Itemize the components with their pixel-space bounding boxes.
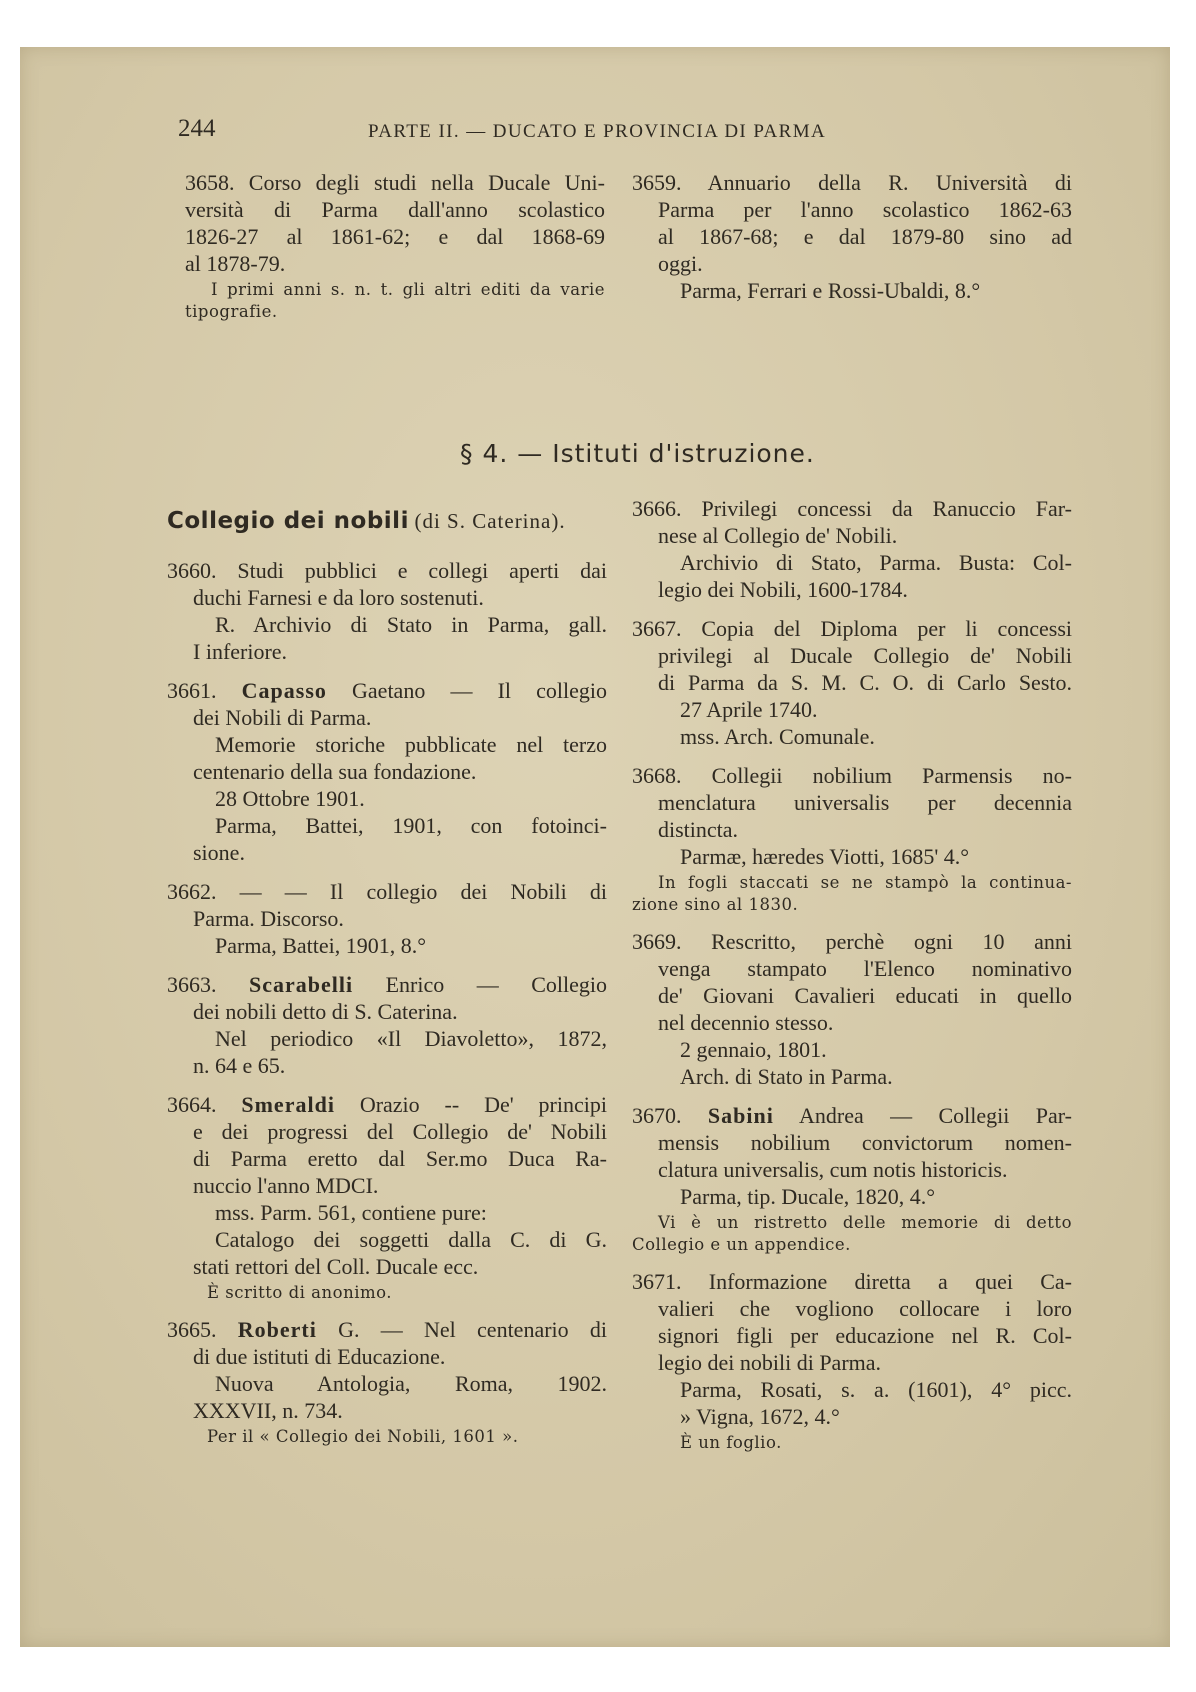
entry-line: 28 Ottobre 1901. <box>215 786 365 811</box>
entry-author: Smeraldi <box>241 1092 335 1117</box>
entry-number: 3661. <box>167 678 217 703</box>
entry-number: 3663. <box>167 972 217 997</box>
entry-line <box>167 1091 607 1118</box>
entry-line: dei Nobili di Parma. <box>193 705 372 730</box>
entry-line: 3666. Privilegi concessi da Ranuccio Far- <box>632 496 1072 521</box>
entry-line: XXXVII, n. 734. <box>193 1398 343 1423</box>
entry-3662 <box>167 878 607 959</box>
right-column <box>632 495 1072 1466</box>
note-line: Collegio e un appendice. <box>632 1235 851 1254</box>
entry-line: signori figli per educazione nel R. Col- <box>658 1323 1072 1348</box>
entry-3665 <box>167 1316 607 1448</box>
entry-line: 3658. Corso degli studi nella Ducale Uni- <box>185 170 605 195</box>
entry-line: di Parma da S. M. C. O. di Carlo Sesto. <box>658 670 1072 695</box>
entry-text: Orazio -- De' principi <box>359 1092 607 1117</box>
entry-3660 <box>167 557 607 665</box>
entry-note: Per il « Collegio dei Nobili, 1601 ». <box>207 1427 519 1446</box>
entry-line: Nel periodico «Il Diavoletto», 1872, <box>215 1026 607 1051</box>
entry-line: di due istituti di Educazione. <box>193 1344 446 1369</box>
entry-line <box>167 677 607 704</box>
running-title: PARTE II. — DUCATO E PROVINCIA DI PARMA <box>368 121 827 142</box>
entry-line: dei nobili detto di S. Caterina. <box>193 999 458 1024</box>
entry-line: Archivio di Stato, Parma. Busta: Col- <box>680 550 1072 575</box>
entry-line: stati rettori del Coll. Ducale ecc. <box>193 1254 479 1279</box>
entry-note <box>632 1212 1072 1256</box>
entry-line: clatura universalis, cum notis historicis. <box>658 1157 1008 1182</box>
entry-line: 2 gennaio, 1801. <box>680 1037 827 1062</box>
note-line: Vi è un ristretto delle memorie di detto <box>658 1213 1072 1232</box>
entry-line: n. 64 e 65. <box>193 1053 286 1078</box>
entry-3661 <box>167 677 607 866</box>
entry-note <box>185 279 605 323</box>
entry-3658 <box>185 169 605 323</box>
entry-line <box>632 1102 1072 1129</box>
entry-line: R. Archivio di Stato in Parma, gall. <box>215 612 607 637</box>
entry-3669 <box>632 928 1072 1090</box>
entry-text: Enrico — Collegio <box>385 972 608 997</box>
entry-line: nese al Collegio de' Nobili. <box>658 523 898 548</box>
entry-3666 <box>632 495 1072 603</box>
entry-line: Parma, tip. Ducale, 1820, 4.° <box>680 1184 936 1209</box>
entry-line: Parma, Rosati, s. a. (1601), 4° picc. <box>680 1377 1072 1402</box>
entry-3664 <box>167 1091 607 1304</box>
entry-line: Nuova Antologia, Roma, 1902. <box>215 1371 607 1396</box>
institution-subtitle: (di S. Caterina). <box>414 509 566 533</box>
entry-line: » Vigna, 1672, 4.° <box>680 1404 840 1429</box>
entry-line: e dei progressi del Collegio de' Nobili <box>193 1119 607 1144</box>
entry-line: Parma, Battei, 1901, con fotoinci- <box>215 813 607 838</box>
entry-line: oggi. <box>658 251 703 276</box>
entry-3663 <box>167 971 607 1079</box>
entry-line: Parmæ, hæredes Viotti, 1685' 4.° <box>680 844 970 869</box>
entry-line: venga stampato l'Elenco nominativo <box>658 956 1072 981</box>
entry-number: 3670. <box>632 1103 682 1128</box>
entry-line: de' Giovani Cavalieri educati in quello <box>658 983 1072 1008</box>
entry-line: centenario della sua fondazione. <box>193 759 477 784</box>
entry-line: 3669. Rescritto, perchè ogni 10 anni <box>632 929 1072 954</box>
entry-line: di Parma eretto dal Ser.mo Duca Ra- <box>193 1146 607 1171</box>
entry-line: Parma. Discorso. <box>193 906 344 931</box>
entry-line: sione. <box>193 840 245 865</box>
scanned-page <box>20 47 1170 1647</box>
entry-3667 <box>632 615 1072 750</box>
entry-line: nuccio l'anno MDCI. <box>193 1173 379 1198</box>
entry-line: 27 Aprile 1740. <box>680 697 818 722</box>
institution-heading <box>167 507 607 535</box>
entry-line: legio dei nobili di Parma. <box>658 1350 882 1375</box>
page-content <box>20 47 1170 1647</box>
entry-line <box>167 1316 607 1343</box>
note-line: tipografie. <box>185 302 278 321</box>
entry-line: al 1878-79. <box>185 251 286 276</box>
entry-line: Parma, Ferrari e Rossi-Ubaldi, 8.° <box>680 278 981 303</box>
entry-line: mss. Parm. 561, contiene pure: <box>215 1200 487 1225</box>
entry-line: mss. Arch. Comunale. <box>680 724 875 749</box>
entry-line: privilegi al Ducale Collegio de' Nobili <box>658 643 1072 668</box>
note-line: I primi anni s. n. t. gli altri editi da varie <box>211 280 605 299</box>
entry-line: legio dei Nobili, 1600-1784. <box>658 577 908 602</box>
note-line: In fogli staccati se ne stampò la continua- <box>658 873 1072 892</box>
entry-line: I inferiore. <box>193 639 288 664</box>
entry-line: 3668. Collegii nobilium Parmensis no- <box>632 763 1072 788</box>
entry-line: 3667. Copia del Diploma per li concessi <box>632 616 1072 641</box>
entry-line: menclatura universalis per decennia <box>658 790 1072 815</box>
entry-line: 3671. Informazione diretta a quei Ca- <box>632 1269 1072 1294</box>
institution-name: Collegio dei nobili <box>167 508 409 534</box>
entry-line: versità di Parma dall'anno scolastico <box>185 197 605 222</box>
entry-line: valieri che vogliono collocare i loro <box>658 1296 1072 1321</box>
entry-text: G. — Nel centenario di <box>338 1317 608 1342</box>
page-number: 244 <box>178 115 216 142</box>
entry-line <box>167 971 607 998</box>
entry-number: 3664. <box>167 1092 217 1117</box>
entry-author: Roberti <box>237 1317 317 1342</box>
entry-author: Scarabelli <box>249 972 354 997</box>
entry-number: 3665. <box>167 1317 217 1342</box>
entry-3659 <box>632 169 1072 304</box>
entry-line: Catalogo dei soggetti dalla C. di G. <box>215 1227 607 1252</box>
entry-author: Sabini <box>707 1103 774 1128</box>
entry-line: Memorie storiche pubblicate nel terzo <box>215 732 607 757</box>
entry-3671 <box>632 1268 1072 1454</box>
entry-line: 1826-27 al 1861-62; e dal 1868-69 <box>185 224 605 249</box>
entry-line: distincta. <box>658 817 739 842</box>
entry-line: Arch. di Stato in Parma. <box>680 1064 893 1089</box>
entry-line: Parma per l'anno scolastico 1862-63 <box>658 197 1072 222</box>
left-column <box>167 507 607 1460</box>
entry-author: Capasso <box>241 678 327 703</box>
entry-text: Andrea — Collegii Par- <box>799 1103 1072 1128</box>
entry-line: 3662. — — Il collegio dei Nobili di <box>167 879 607 904</box>
entry-note: È un foglio. <box>680 1433 782 1452</box>
entry-3670 <box>632 1102 1072 1256</box>
entry-3668 <box>632 762 1072 916</box>
entry-line: duchi Farnesi e da loro sostenuti. <box>193 585 484 610</box>
entry-line: nel decennio stesso. <box>658 1010 834 1035</box>
entry-line: 3659. Annuario della R. Università di <box>632 170 1072 195</box>
entry-line: Parma, Battei, 1901, 8.° <box>215 933 427 958</box>
entry-note <box>632 872 1072 916</box>
entry-line: mensis nobilium convictorum nomen- <box>658 1130 1072 1155</box>
note-line: zione sino al 1830. <box>632 895 799 914</box>
section-heading: § 4. — Istituti d'istruzione. <box>460 439 815 468</box>
entry-text: Gaetano — Il collegio <box>352 678 608 703</box>
entry-line: 3660. Studi pubblici e collegi aperti dai <box>167 558 607 583</box>
entry-line: al 1867-68; e dal 1879-80 sino ad <box>658 224 1072 249</box>
entry-note: È scritto di anonimo. <box>207 1283 393 1302</box>
